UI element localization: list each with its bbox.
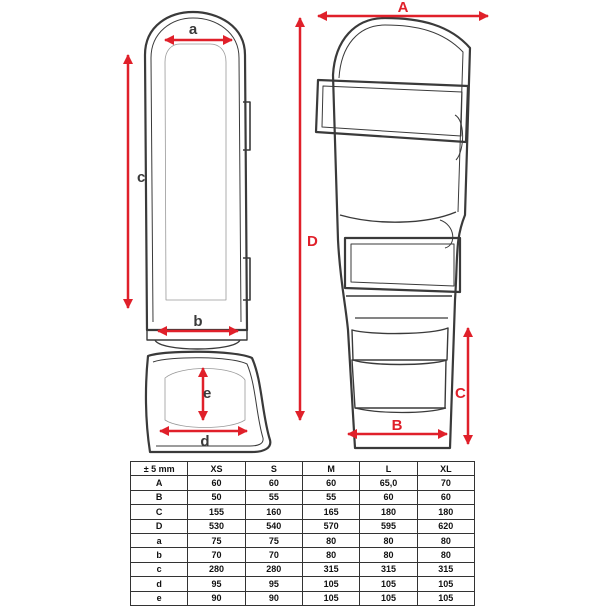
table-row <box>131 519 475 533</box>
measurement-value-cell: 95 <box>188 577 245 591</box>
measurement-value-cell: 315 <box>417 562 474 576</box>
measurement-value-cell: 80 <box>302 533 359 547</box>
table-row <box>131 591 475 605</box>
measurement-label-cell: b <box>131 548 188 562</box>
size-chart-table <box>130 461 475 606</box>
measurement-value-cell: 70 <box>417 476 474 490</box>
measurement-value-cell: 105 <box>360 577 417 591</box>
table-header-row <box>131 462 475 476</box>
measurement-value-cell: 65,0 <box>360 476 417 490</box>
table-row <box>131 533 475 547</box>
measurement-value-cell: 80 <box>417 548 474 562</box>
measurement-label-cell: B <box>131 490 188 504</box>
measurement-value-cell: 570 <box>302 519 359 533</box>
measurement-value-cell: 60 <box>245 476 302 490</box>
measurement-value-cell: 70 <box>188 548 245 562</box>
measurement-value-cell: 595 <box>360 519 417 533</box>
size-column-header: M <box>302 462 359 476</box>
size-column-header: S <box>245 462 302 476</box>
size-column-header: XS <box>188 462 245 476</box>
label-d: d <box>200 433 210 450</box>
measurement-label-cell: c <box>131 562 188 576</box>
measurement-value-cell: 315 <box>360 562 417 576</box>
measurement-value-cell: 80 <box>302 548 359 562</box>
label-b: b <box>193 313 203 330</box>
label-A: A <box>397 0 409 16</box>
measurement-label-cell: e <box>131 591 188 605</box>
measurement-value-cell: 105 <box>417 591 474 605</box>
table-row <box>131 548 475 562</box>
measurement-value-cell: 80 <box>360 533 417 547</box>
label-e: e <box>203 385 212 402</box>
measurement-value-cell: 540 <box>245 519 302 533</box>
measurement-value-cell: 160 <box>245 505 302 519</box>
size-column-header: L <box>360 462 417 476</box>
measurement-label-cell: D <box>131 519 188 533</box>
measurement-value-cell: 60 <box>302 476 359 490</box>
label-a: a <box>188 21 198 38</box>
table-row <box>131 577 475 591</box>
measurement-value-cell: 155 <box>188 505 245 519</box>
side-view-shin-guard <box>316 18 470 448</box>
measurement-value-cell: 80 <box>360 548 417 562</box>
measurement-value-cell: 530 <box>188 519 245 533</box>
measurement-value-cell: 55 <box>302 490 359 504</box>
table-row <box>131 505 475 519</box>
measurement-value-cell: 80 <box>417 533 474 547</box>
table-row <box>131 476 475 490</box>
measurement-value-cell: 60 <box>188 476 245 490</box>
measurement-label-cell: C <box>131 505 188 519</box>
front-view-labels <box>137 21 211 450</box>
measurement-value-cell: 180 <box>360 505 417 519</box>
measurement-value-cell: 180 <box>417 505 474 519</box>
table-row <box>131 562 475 576</box>
measurement-value-cell: 75 <box>245 533 302 547</box>
table-row <box>131 490 475 504</box>
measurement-value-cell: 90 <box>188 591 245 605</box>
measurement-value-cell: 105 <box>360 591 417 605</box>
label-C: C <box>455 385 466 402</box>
measurement-value-cell: 105 <box>302 591 359 605</box>
measurement-value-cell: 55 <box>245 490 302 504</box>
measurement-value-cell: 620 <box>417 519 474 533</box>
measurement-label-cell: A <box>131 476 188 490</box>
measurement-value-cell: 95 <box>245 577 302 591</box>
label-c: c <box>137 169 146 186</box>
measurement-value-cell: 280 <box>245 562 302 576</box>
measurement-label-cell: a <box>131 533 188 547</box>
measurement-value-cell: 105 <box>417 577 474 591</box>
label-D: D <box>307 233 318 250</box>
measurement-value-cell: 105 <box>302 577 359 591</box>
measurement-value-cell: 60 <box>417 490 474 504</box>
tolerance-header: ± 5 mm <box>131 462 188 476</box>
measurement-value-cell: 70 <box>245 548 302 562</box>
measurement-value-cell: 50 <box>188 490 245 504</box>
measurement-value-cell: 90 <box>245 591 302 605</box>
size-column-header: XL <box>417 462 474 476</box>
measurement-value-cell: 280 <box>188 562 245 576</box>
measurement-value-cell: 165 <box>302 505 359 519</box>
measurement-label-cell: d <box>131 577 188 591</box>
measurement-value-cell: 75 <box>188 533 245 547</box>
label-B: B <box>391 417 403 434</box>
measurement-value-cell: 315 <box>302 562 359 576</box>
measurement-value-cell: 60 <box>360 490 417 504</box>
